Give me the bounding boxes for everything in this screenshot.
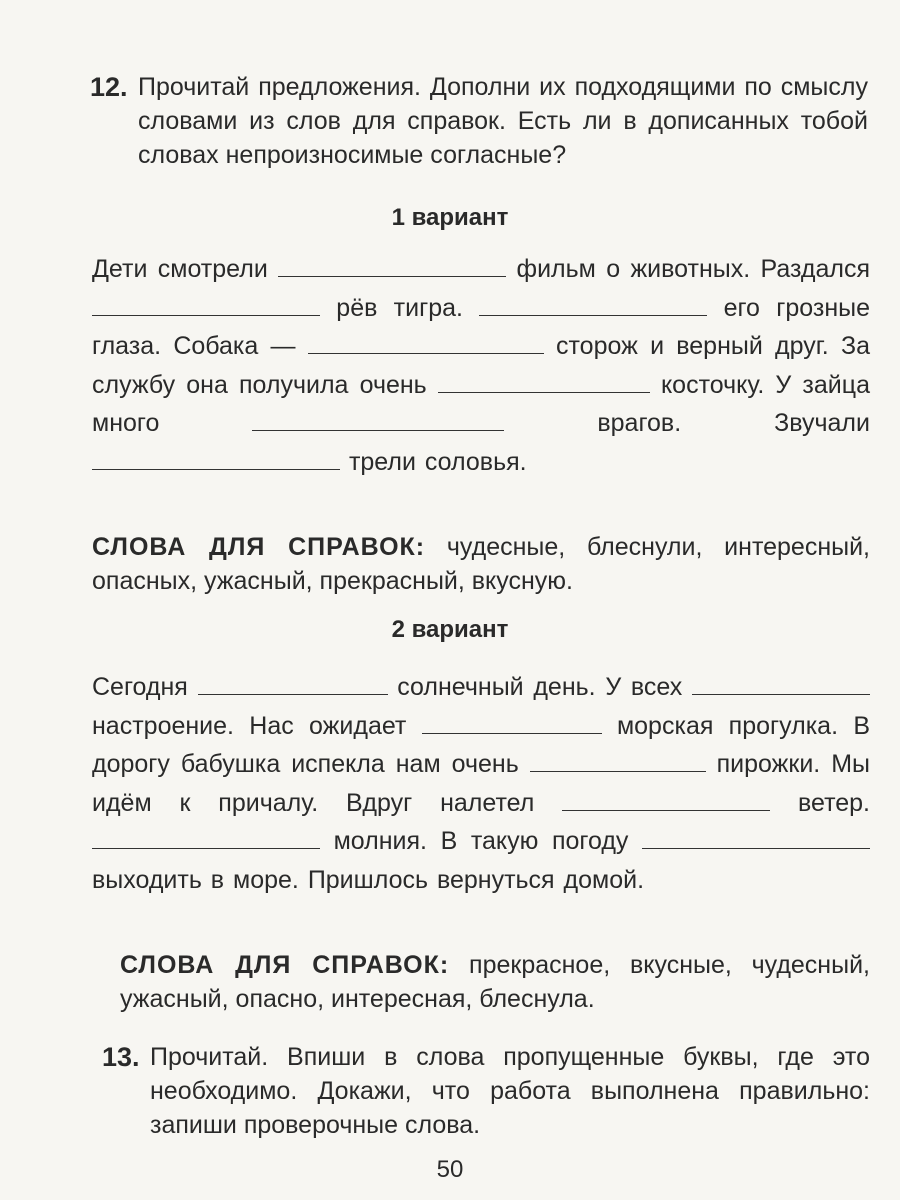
v1-segment-5: сторож и верный друг. За службу она получила очень <box>92 332 870 399</box>
task-12 <box>92 70 868 172</box>
variant-2-title: 2 вариант <box>391 616 509 643</box>
v2-segment-6: ветер. <box>798 788 870 817</box>
v1-segment-4: его грозные глаза. Собака — <box>92 293 871 361</box>
task-12-text: Прочитай предложения. Дополни их подходящими по смыслу словами из слов для справок. Есть ли в дописанных тобой словах непроизносимые согласные? <box>138 73 868 169</box>
v2-reference-list: прекрасное, вкусные, чудесный, ужасный, опасно, интересная, блеснула. <box>120 951 870 1013</box>
v1-blank-5[interactable] <box>438 372 650 393</box>
v2-blank-5[interactable] <box>562 790 770 811</box>
v2-blank-7[interactable] <box>642 828 870 849</box>
v2-segment-1: Сегодня <box>92 673 188 701</box>
v2-segment-7: молния. В такую погоду <box>333 827 629 856</box>
v1-segment-3: рёв тигра. <box>336 293 463 322</box>
v1-segment-7: врагов. Звучали <box>597 409 870 438</box>
variant-1-reference-words <box>92 530 870 598</box>
variant-1-title: 1 вариант <box>391 204 509 231</box>
v2-blank-4[interactable] <box>530 751 706 772</box>
v1-segment-1: Дети смотрели <box>92 255 268 283</box>
v2-segment-5: пирожки. Мы идём к причалу. Вдруг налетел <box>92 750 870 817</box>
task-13 <box>104 1040 870 1142</box>
v2-reference-heading: СЛОВА ДЛЯ СПРАВОК: <box>120 951 450 979</box>
v1-blank-7[interactable] <box>92 449 340 470</box>
v2-segment-4: морская прогулка. В дорогу бабушка испекла нам очень <box>92 711 870 779</box>
v1-blank-4[interactable] <box>308 333 544 354</box>
v1-blank-2[interactable] <box>92 295 320 316</box>
variant-2-text <box>92 668 870 900</box>
v2-blank-1[interactable] <box>198 674 388 695</box>
task-13-text: Прочитай. Впиши в слова пропущенные буквы, где это необходимо. Докажи, что работа выполнена правильно: запиши проверочные слова. <box>150 1043 870 1139</box>
v2-blank-2[interactable] <box>692 674 870 695</box>
task-13-number: 13. <box>102 1042 140 1072</box>
v1-reference-list: чудесные, блеснули, интересный, опасных, ужасный, прекрасный, вкусную. <box>92 533 871 595</box>
v2-blank-3[interactable] <box>422 713 602 734</box>
v1-blank-3[interactable] <box>479 295 707 316</box>
task-12-number: 12. <box>90 72 128 102</box>
page-number: 50 <box>436 1156 464 1183</box>
v1-blank-1[interactable] <box>278 256 506 277</box>
v1-segment-2: фильм о животных. Раздался <box>516 255 871 283</box>
v1-blank-6[interactable] <box>252 410 504 431</box>
v2-segment-8: выходить в море. Пришлось вернуться домой. <box>92 865 645 894</box>
variant-2-reference-words <box>120 948 870 1016</box>
v2-segment-2: солнечный день. У всех <box>397 673 683 701</box>
v2-blank-6[interactable] <box>92 828 320 849</box>
v1-segment-8: трели соловья. <box>348 447 527 476</box>
v1-reference-heading: СЛОВА ДЛЯ СПРАВОК: <box>92 533 426 561</box>
v1-segment-6: косточку. У зайца много <box>92 370 870 438</box>
variant-1-text <box>92 250 870 482</box>
v2-segment-3: настроение. Нас ожидает <box>92 711 407 740</box>
